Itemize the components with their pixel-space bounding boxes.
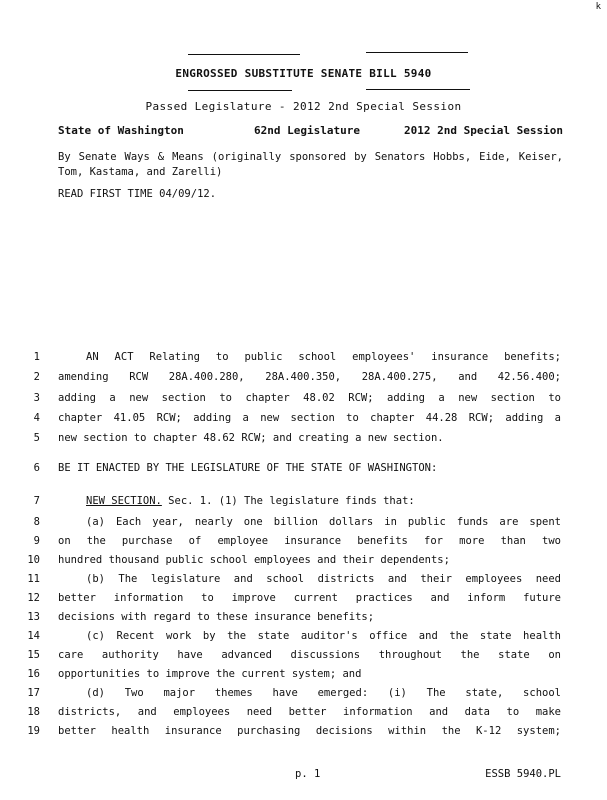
line-number: 7: [33, 495, 40, 507]
bill-line: [0, 351, 607, 367]
bill-line: [0, 630, 607, 646]
line-number: 2: [33, 371, 40, 383]
title-rule-upper-left: [188, 54, 300, 55]
line-number: 9: [33, 535, 40, 547]
bill-line: [0, 725, 607, 741]
line-number: 11: [27, 573, 40, 585]
bill-line: [0, 462, 607, 478]
read-first-time: READ FIRST TIME 04/09/12.: [58, 188, 217, 200]
line-text: AN ACT Relating to public school employees' insurance benefits;: [86, 351, 561, 363]
section-text: Sec. 1. (1) The legislature finds that:: [161, 495, 415, 507]
state-name: State of Washington: [58, 124, 184, 137]
line-number: 8: [33, 516, 40, 528]
line-number: 6: [33, 462, 40, 474]
line-text: districts, and employees need better information and data to make: [58, 706, 561, 718]
line-number: 19: [27, 725, 40, 737]
line-number: 14: [27, 630, 40, 642]
bill-line: [0, 392, 607, 408]
line-number: 12: [27, 592, 40, 604]
title-rule-lower-right: [366, 89, 470, 90]
line-number: 10: [27, 554, 40, 566]
bill-line: [0, 516, 607, 532]
title-rule-lower-left: [188, 90, 292, 91]
line-number: 1: [33, 351, 40, 363]
session-name: 2012 2nd Special Session: [404, 124, 563, 137]
bill-title: ENGROSSED SUBSTITUTE SENATE BILL 5940: [175, 67, 432, 80]
corner-mark: k: [595, 2, 601, 12]
line-text: better health insurance purchasing decisions within the K-12 system;: [58, 725, 561, 737]
bill-line: [0, 495, 607, 511]
document-id: ESSB 5940.PL: [485, 768, 561, 780]
line-text: (c) Recent work by the state auditor's office and the state health: [86, 630, 561, 642]
line-text: adding a new section to chapter 48.02 RCW; adding a new section to: [58, 392, 561, 404]
sponsor-byline: By Senate Ways & Means (originally sponsored by Senators Hobbs, Eide, Keiser, Tom, Kastama, and Zarelli): [58, 151, 563, 178]
line-number: 17: [27, 687, 40, 699]
line-number: 3: [33, 392, 40, 404]
bill-line: [0, 592, 607, 608]
line-text: opportunities to improve the current system; and: [58, 668, 362, 680]
bill-line: [0, 706, 607, 722]
bill-line: [0, 649, 607, 665]
line-text: chapter 41.05 RCW; adding a new section to chapter 44.28 RCW; adding a: [58, 412, 561, 424]
legislature-name: 62nd Legislature: [254, 124, 360, 137]
line-text: (d) Two major themes have emerged: (i) The state, school: [86, 687, 561, 699]
line-text: BE IT ENACTED BY THE LEGISLATURE OF THE STATE OF WASHINGTON:: [58, 462, 438, 474]
line-text: hundred thousand public school employees and their dependents;: [58, 554, 450, 566]
bill-line: [0, 432, 607, 448]
line-text: on the purchase of employee insurance benefits for more than two: [58, 535, 561, 547]
line-number: 16: [27, 668, 40, 680]
bill-line: [0, 371, 607, 387]
line-number: 18: [27, 706, 40, 718]
line-text: (b) The legislature and school districts and their employees need: [86, 573, 561, 585]
line-text: [86, 495, 561, 507]
line-text: new section to chapter 48.62 RCW; and creating a new section.: [58, 432, 444, 444]
line-number: 13: [27, 611, 40, 623]
page-number: p. 1: [295, 768, 321, 780]
line-number: 4: [33, 412, 40, 424]
line-text: decisions with regard to these insurance benefits;: [58, 611, 375, 623]
line-text: (a) Each year, nearly one billion dollars in public funds are spent: [86, 516, 561, 528]
bill-line: [0, 554, 607, 570]
line-text: care authority have advanced discussions throughout the state on: [58, 649, 561, 661]
section-heading: NEW SECTION.: [86, 495, 162, 507]
line-text: amending RCW 28A.400.280, 28A.400.350, 28A.400.275, and 42.56.400;: [58, 371, 561, 383]
bill-line: [0, 668, 607, 684]
passed-legislature: Passed Legislature - 2012 2nd Special Session: [145, 100, 462, 113]
bill-line: [0, 535, 607, 551]
title-rule-upper-right: [366, 52, 468, 53]
line-text: better information to improve current practices and inform future: [58, 592, 561, 604]
bill-line: [0, 412, 607, 428]
line-number: 5: [33, 432, 40, 444]
bill-line: [0, 573, 607, 589]
bill-line: [0, 611, 607, 627]
line-number: 15: [27, 649, 40, 661]
bill-line: [0, 687, 607, 703]
